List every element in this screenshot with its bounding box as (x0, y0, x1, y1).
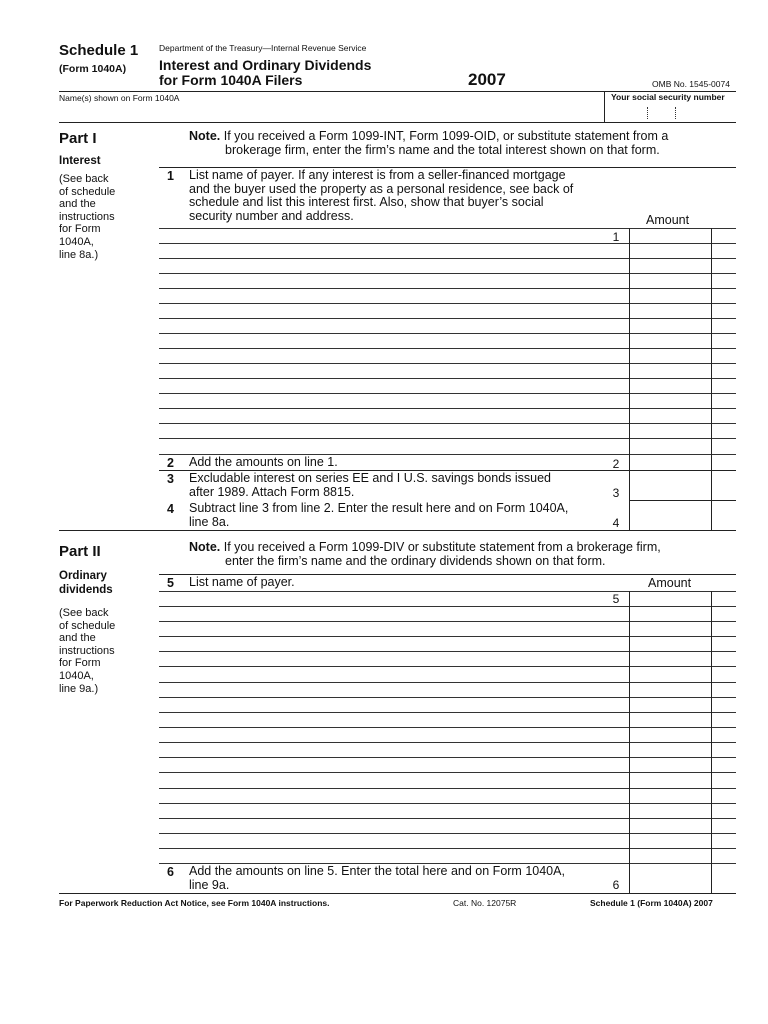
part-ii-label: Part II (59, 543, 101, 560)
box-1-label: 1 (612, 230, 620, 244)
box-3-label: 3 (612, 486, 620, 500)
line-3-amount-field[interactable] (630, 471, 711, 500)
line-2-amount-field[interactable] (630, 455, 711, 470)
box-5-label: 5 (612, 592, 620, 606)
schedule-title: Schedule 1 (59, 42, 139, 59)
omb-number: OMB No. 1545-0074 (652, 79, 730, 89)
tax-year: 2007 (468, 70, 506, 89)
line-6-text: Add the amounts on line 5. Enter the total here and on Form 1040A, line 9a. (189, 864, 565, 892)
ssn-field[interactable] (606, 104, 736, 121)
cents-column-divider (711, 228, 712, 530)
part-ii-cents-divider (711, 591, 712, 893)
part-i-side-note: (See back of schedule and the instructions for Form 1040A, line 8a.) (59, 173, 116, 261)
part-i-label: Part I (59, 130, 97, 147)
box-6-label: 6 (612, 878, 620, 892)
line-5-number: 5 (167, 576, 174, 590)
box-4-label: 4 (612, 516, 620, 530)
part-i-payer-lines[interactable] (159, 228, 736, 455)
line-2-number: 2 (167, 456, 174, 470)
line-3-text: Excludable interest on series EE and I U.S. savings bonds issued after 1989. Attach Form 8815. (189, 471, 552, 499)
line-2-text: Add the amounts on line 1. (189, 455, 338, 469)
line-5-text: List name of payer. (189, 575, 295, 589)
paperwork-notice: For Paperwork Reduction Act Notice, see Form 1040A instructions. (59, 898, 330, 908)
line-3-number: 3 (167, 472, 174, 486)
part-ii-payer-lines[interactable] (159, 591, 736, 864)
part-ii-amount-header: Amount (648, 576, 692, 590)
ssn-label: Your social security number (611, 92, 725, 102)
line-6-amount-field[interactable] (630, 864, 711, 893)
part-ii-amount-divider (629, 591, 630, 893)
interest-section-title: Interest (59, 155, 101, 167)
department-line: Department of the Treasury—Internal Revenue Service (159, 43, 367, 53)
part-i-note: Note. If you received a Form 1099-INT, Form 1099-OID, or substitute statement from a brokerage firm, enter the firm’s name and the total interest shown on that form. (189, 129, 669, 157)
part-ii-note: Note. If you received a Form 1099-DIV or substitute statement from a brokerage firm, enter the firm’s name and the ordinary dividends shown on that form. (189, 540, 661, 568)
schedule-reference: Schedule 1 (Form 1040A) 2007 (590, 898, 713, 908)
line-6-number: 6 (167, 865, 174, 879)
part-i-amount-header: Amount (646, 213, 690, 227)
line-1-number: 1 (167, 169, 174, 183)
form-title-line2: for Form 1040A Filers (159, 72, 303, 88)
form-reference: (Form 1040A) (59, 63, 127, 75)
line-4-text: Subtract line 3 from line 2. Enter the result here and on Form 1040A, line 8a. (189, 501, 569, 529)
form-title-line1: Interest and Ordinary Dividends (159, 57, 372, 73)
line-4-number: 4 (167, 502, 174, 516)
box-2-label: 2 (612, 457, 620, 471)
line-1-instructions: List name of payer. If any interest is from a seller-financed mortgage and the buyer used the property as a personal residence, see back of schedule and list this interest first. Also, show that buyer’s social security number and address. (189, 168, 574, 223)
part-ii-side-note: (See back of schedule and the instructions for Form 1040A, line 9a.) (59, 607, 116, 695)
catalog-number: Cat. No. 12075R (453, 898, 517, 908)
dividends-section-title: Ordinary dividends (59, 570, 113, 596)
line-4-amount-field[interactable] (630, 501, 711, 530)
names-label: Name(s) shown on Form 1040A (59, 93, 180, 103)
